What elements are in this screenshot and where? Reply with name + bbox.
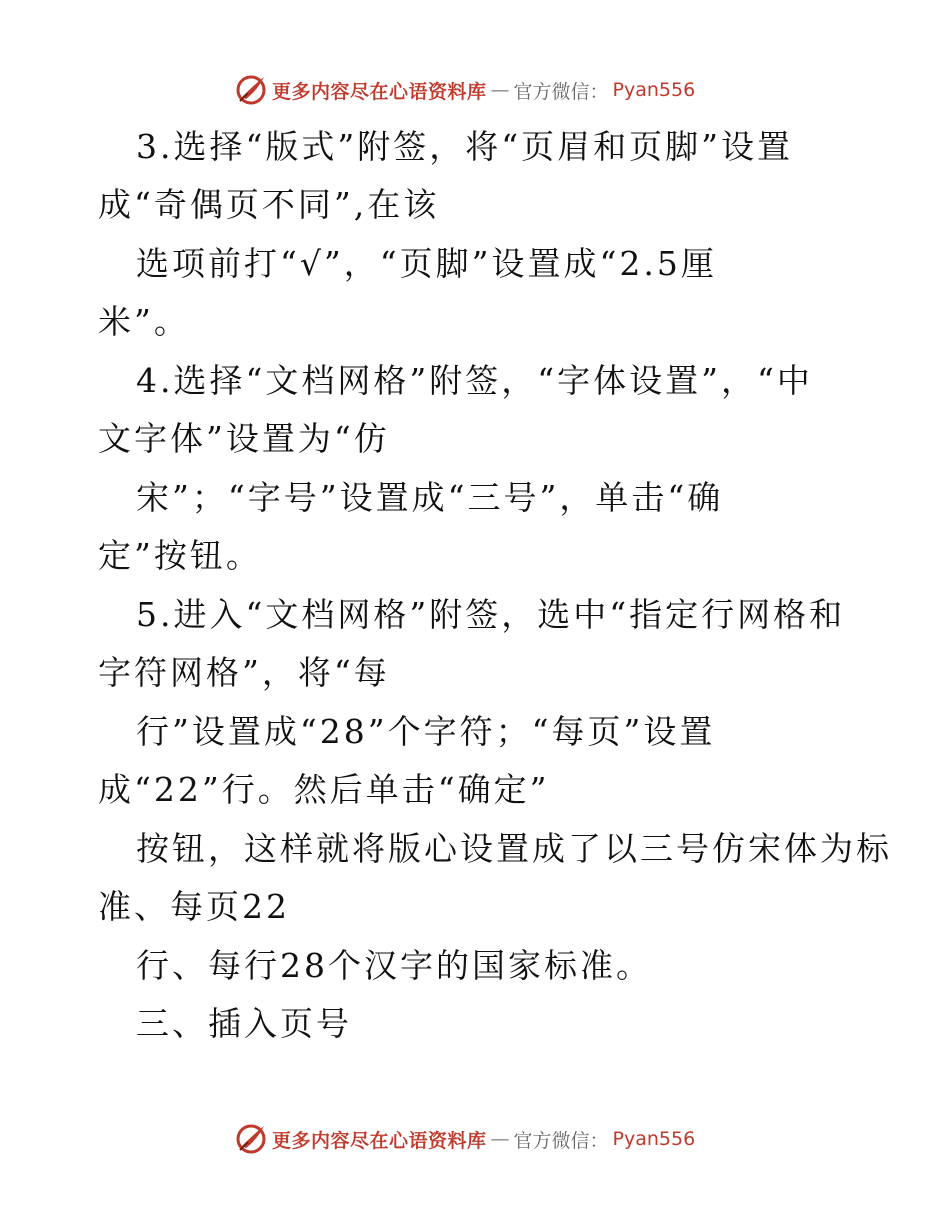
text-line: 准、每页22: [98, 887, 290, 926]
text-line: 成“22”行。然后单击“确定”: [98, 770, 550, 809]
text-line: 字符网格”，将“每: [98, 653, 390, 692]
watermark-separator: —: [490, 79, 510, 101]
text-line: 选项前打“√”，“页脚”设置成“2.5厘: [136, 244, 717, 283]
text-line: 5.进入“文档网格”附签，选中“指定行网格和: [136, 595, 846, 634]
feather-pen-logo-icon: [234, 73, 268, 107]
text-line: 定”按钮。: [98, 536, 262, 575]
watermark-brand: 更多内容尽在心语资料库: [272, 80, 487, 103]
text-line: 3.选择“版式”附签，将“页眉和页脚”设置: [136, 127, 793, 166]
section-heading: 三、插入页号: [136, 1004, 352, 1043]
feather-pen-logo-icon: [234, 1122, 268, 1156]
watermark-separator: —: [490, 1128, 510, 1150]
header-watermark: [234, 72, 695, 108]
text-line: 文字体”设置为“仿: [98, 419, 390, 458]
watermark-id: Pyan556: [612, 79, 696, 101]
text-line: 按钮，这样就将版心设置成了以三号仿宋体为标: [136, 829, 892, 868]
footer-watermark: [234, 1121, 695, 1157]
text-line: 宋”；“字号”设置成“三号”，单击“确: [136, 478, 724, 517]
watermark-brand: 更多内容尽在心语资料库: [272, 1129, 487, 1152]
text-line: 行、每行28个汉字的国家标准。: [136, 946, 652, 985]
watermark-id: Pyan556: [612, 1128, 696, 1150]
watermark-label: 官方微信：: [513, 1129, 609, 1152]
watermark-label: 官方微信：: [513, 80, 609, 103]
text-line: 行”设置成“28”个字符；“每页”设置: [136, 712, 716, 751]
text-line: 米”。: [98, 302, 190, 341]
text-line: 成“奇偶页不同”,在该: [98, 185, 440, 224]
text-line: 4.选择“文档网格”附签，“字体设置”，“中: [136, 361, 813, 400]
